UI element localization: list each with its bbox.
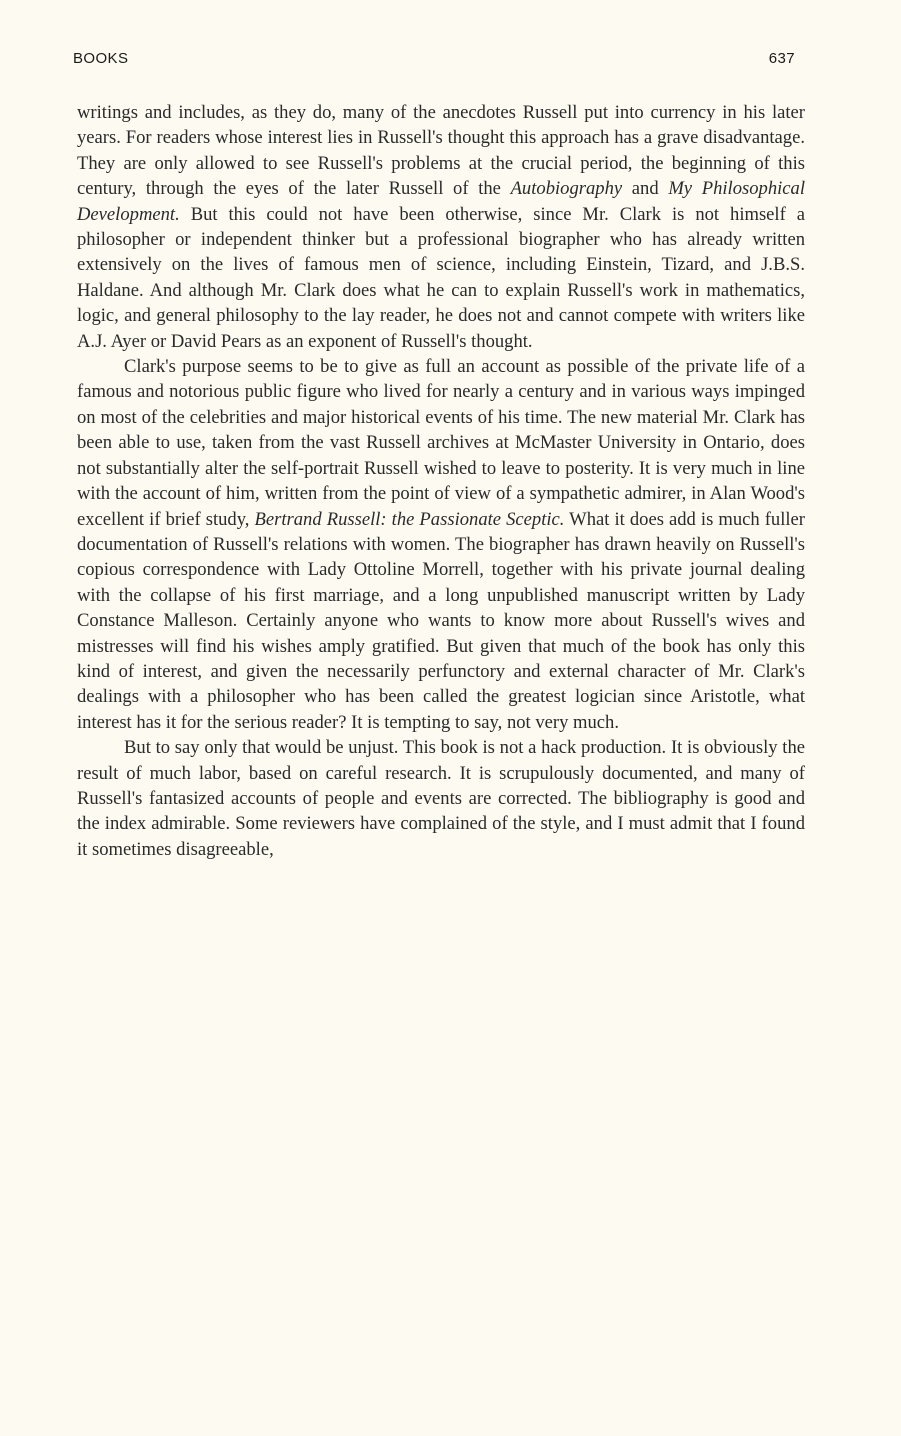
- review-body-text: [77, 100, 805, 862]
- italic-title: Bertrand Russell: the Passionate Sceptic.: [254, 508, 565, 530]
- paragraph-text: But this could not have been otherwise, since Mr. Clark is not himself a philosopher or independent thinker but a professional biographer who has already written extensively on the lives of famous men of science, including Einstein, Tizard, and J.B.S. Haldane. And although Mr. Clark does what he can to explain Russell's work in mathematics, logic, and general philosophy to the lay reader, he does not and cannot compete with writers like A.J. Ayer or David Pears as an exponent of Russell's thought.: [77, 203, 805, 352]
- body-paragraph: [77, 735, 805, 862]
- section-title: BOOKS: [73, 50, 129, 67]
- paragraph-text: writings and includes, as they do, many of the anecdotes Russell put into currency in his later years. For readers whose interest lies in Russell's thought this approach has a grave disadvantage. They are only allowed to see Russell's problems at the crucial period, the beginning of this century, through the eyes of the later Russell of the: [77, 102, 805, 200]
- body-paragraph: [77, 354, 805, 735]
- italic-title: Autobiography: [510, 178, 623, 200]
- italic-title: My Philosophical Development.: [77, 178, 806, 225]
- paragraph-text: But to say only that would be unjust. This book is not a hack production. It is obviously the result of much labor, based on careful research. It is scrupulously documented, and many of Russell's fantasized accounts of people and events are corrected. The bibliography is good and the index admirable. Some reviewers have complained of the style, and I must admit that I found it sometimes disagreeable,: [77, 737, 805, 860]
- paragraph-text: Clark's purpose seems to be to give as full an account as possible of the private life of a famous and notorious public figure who lived for nearly a century and in various ways impinged on most of the celebrities and major historical events of his time. The new material Mr. Clark has been able to use, taken from the vast Russell archives at McMaster University in Ontario, does not substantially alter the self-portrait Russell wished to leave to posterity. It is very much in line with the account of him, written from the point of view of a sympathetic admirer, in Alan Wood's excellent if brief study,: [77, 356, 805, 530]
- page-number: 637: [768, 50, 795, 67]
- running-head: [73, 50, 795, 74]
- paragraph-text: What it does add is much fuller documentation of Russell's relations with women. The biographer has drawn heavily on Russell's copious correspondence with Lady Ottoline Morrell, together with his private journal dealing with the collapse of his first marriage, and a long unpublished manuscript written by Lady Constance Malleson. Certainly anyone who wants to know more about Russell's wives and mistresses will find his wishes amply gratified. But given that much of the book has only this kind of interest, and given the necessarily perfunctory and external character of Mr. Clark's dealings with a philosopher who has been called the greatest logician since Aristotle, what interest has it for the serious reader? It is tempting to say, not very much.: [77, 508, 805, 733]
- body-paragraph: [77, 100, 805, 354]
- paragraph-text: and: [622, 178, 669, 200]
